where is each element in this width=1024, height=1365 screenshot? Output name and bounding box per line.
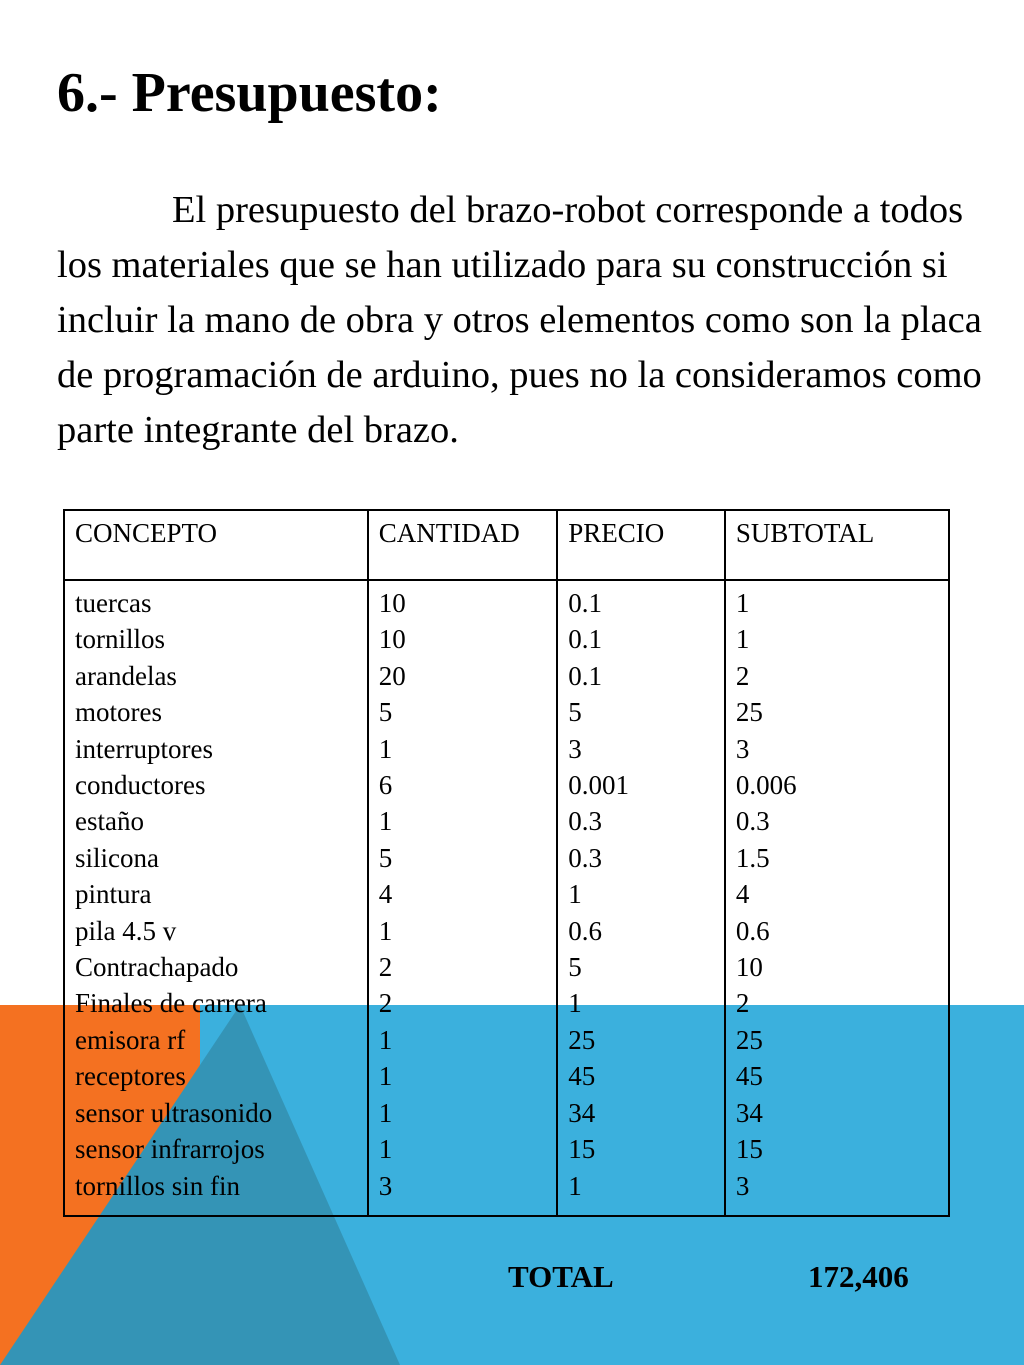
concepto-cell: pintura	[75, 879, 152, 910]
concepto-cell: silicona	[75, 842, 159, 873]
cantidad-column	[368, 580, 558, 1216]
cantidad-cell: 1	[378, 1024, 393, 1055]
cantidad-cell: 20	[378, 660, 406, 691]
subtotal-cell: 45	[735, 1061, 763, 1092]
precio-cell: 45	[568, 1061, 596, 1092]
cantidad-cell: 2	[378, 988, 393, 1019]
precio-cell: 0.1	[568, 624, 603, 655]
cantidad-cell: 1	[378, 915, 393, 946]
precio-cell: 0.1	[568, 660, 603, 691]
precio-cell: 1	[568, 988, 582, 1019]
cantidad-cell: 1	[378, 733, 393, 764]
cantidad-cell: 1	[378, 1097, 393, 1128]
header-cantidad: CANTIDAD	[368, 510, 558, 580]
concepto-cell: conductores	[75, 770, 206, 801]
concepto-cell: receptores	[75, 1061, 186, 1092]
concepto-cell: emisora rf	[75, 1024, 186, 1055]
concepto-cell: arandelas	[75, 660, 177, 691]
concepto-cell: estaño	[75, 806, 144, 837]
precio-cell: 0.1	[568, 588, 603, 618]
subtotal-cell: 2	[735, 988, 750, 1019]
cantidad-cell: 1	[378, 1134, 393, 1165]
table-body-row	[64, 580, 949, 1216]
total-value: 172,406	[808, 1259, 909, 1294]
concepto-cell: tornillos sin fin	[75, 1170, 241, 1201]
precio-cell: 3	[568, 733, 582, 764]
slide-title: 6.- Presupuesto:	[57, 62, 442, 124]
intro-paragraph: El presupuesto del brazo-robot corresponde a todos los materiales que se han utilizado para su construcción si incluir la mano de obra y otros elementos como son la placa de programación de arduino, pues no la consideramos como parte integrante del brazo.	[57, 189, 982, 451]
precio-cell: 0.001	[568, 770, 630, 801]
subtotal-cell: 1.5	[735, 842, 770, 873]
subtotal-cell: 3	[735, 1170, 750, 1201]
cantidad-cell: 5	[378, 697, 393, 728]
subtotal-cell: 34	[735, 1097, 763, 1128]
total-label: TOTAL	[508, 1259, 614, 1294]
precio-cell: 34	[568, 1097, 596, 1128]
concepto-cell: tuercas	[75, 588, 152, 618]
subtotal-column	[725, 580, 949, 1216]
cantidad-cell: 6	[378, 770, 393, 801]
cantidad-cell: 1	[378, 1061, 393, 1092]
concepto-cell: tornillos	[75, 624, 166, 655]
subtotal-cell: 10	[735, 952, 763, 983]
cantidad-cell: 4	[378, 879, 393, 910]
subtotal-cell: 25	[735, 1024, 763, 1055]
subtotal-cell: 0.6	[735, 915, 770, 946]
cantidad-cell: 1	[378, 806, 393, 837]
concepto-cell: motores	[75, 697, 162, 728]
concepto-cell: interruptores	[75, 733, 213, 764]
header-precio: PRECIO	[557, 510, 725, 580]
concepto-cell: sensor ultrasonido	[75, 1097, 273, 1128]
cantidad-cell: 10	[378, 588, 406, 618]
precio-cell: 5	[568, 697, 582, 728]
subtotal-cell: 1	[735, 588, 750, 618]
precio-cell: 1	[568, 1170, 582, 1201]
precio-cell: 15	[568, 1134, 596, 1165]
precio-cell: 25	[568, 1024, 596, 1055]
precio-cell: 0.3	[568, 842, 603, 873]
precio-cell: 0.3	[568, 806, 603, 837]
cantidad-cell: 10	[378, 624, 406, 655]
table-header-row	[64, 510, 949, 580]
subtotal-cell: 0.006	[735, 770, 797, 801]
subtotal-cell: 3	[735, 733, 750, 764]
precio-cell: 1	[568, 879, 582, 910]
subtotal-cell: 4	[735, 879, 750, 910]
precio-cell: 0.6	[568, 915, 603, 946]
concepto-cell: Finales de carrera	[75, 988, 267, 1019]
subtotal-cell: 2	[735, 660, 750, 691]
precio-cell: 5	[568, 952, 582, 983]
cantidad-cell: 5	[378, 842, 393, 873]
header-subtotal: SUBTOTAL	[725, 510, 949, 580]
concepto-cell: sensor infrarrojos	[75, 1134, 265, 1165]
concepto-cell: Contrachapado	[75, 952, 239, 983]
precio-column	[557, 580, 725, 1216]
cantidad-cell: 2	[378, 952, 393, 983]
concepto-column	[64, 580, 368, 1216]
budget-table	[63, 509, 950, 1217]
subtotal-cell: 25	[735, 697, 763, 728]
subtotal-cell: 15	[735, 1134, 763, 1165]
cantidad-cell: 3	[378, 1170, 393, 1201]
subtotal-cell: 0.3	[735, 806, 770, 837]
header-concepto: CONCEPTO	[64, 510, 368, 580]
concepto-cell: pila 4.5 v	[75, 915, 177, 946]
subtotal-cell: 1	[735, 624, 750, 655]
